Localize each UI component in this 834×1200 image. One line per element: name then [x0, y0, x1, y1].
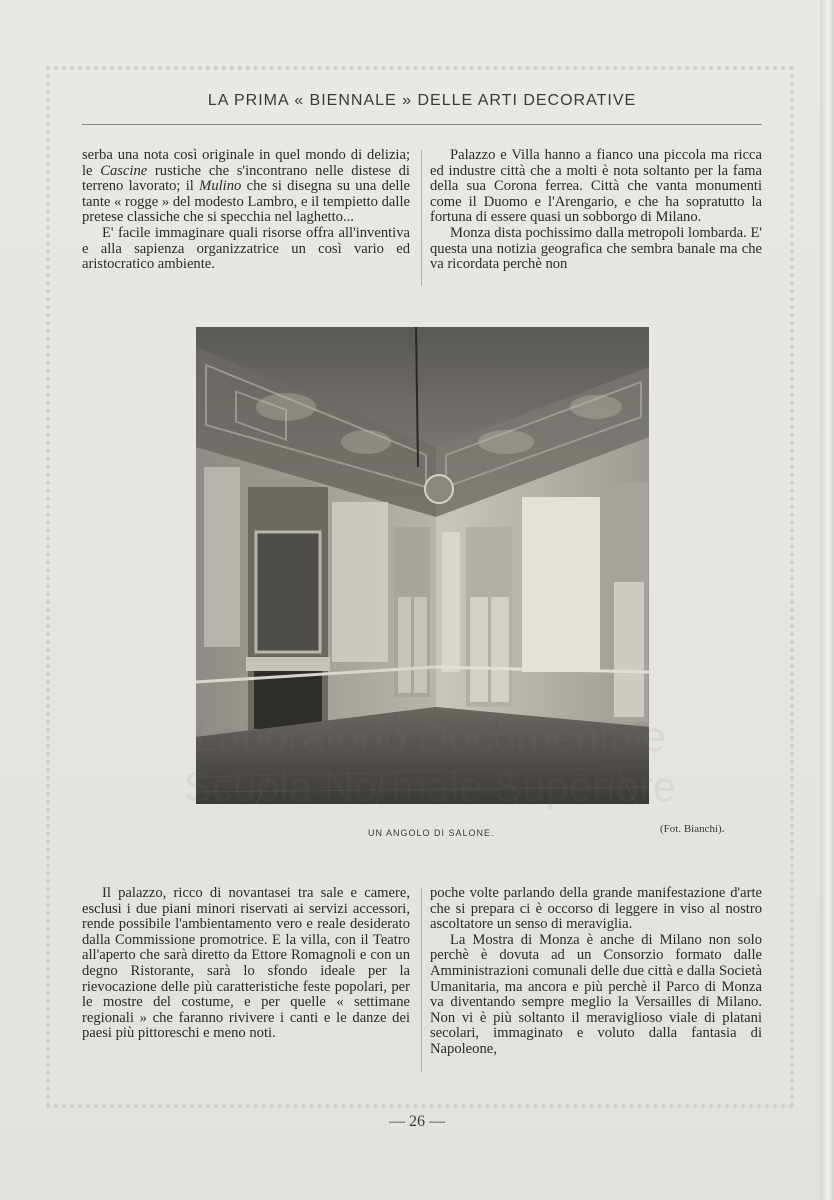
salon-photograph [196, 327, 649, 804]
italic-term-mulino: Mulino [199, 178, 242, 195]
top-left-paragraph-2: E' facile immaginare quali risorse offra all'inventiva e alla sapienza organizzatrice un così vario ed aristocratico ambiente. [82, 224, 410, 273]
text-line: serba una nota così originale in quel mondo [82, 147, 346, 163]
top-right-column [430, 148, 762, 273]
page-number: — 26 — [389, 1113, 445, 1130]
column-divider-bottom [421, 888, 422, 1072]
text-line: classiche che si specchia nel laghetto... [126, 209, 354, 226]
text-line: modesto Lambro, e il tempietto dalle pretese [82, 193, 410, 226]
bottom-right-column [430, 886, 762, 1058]
bottom-left-paragraph-1: Il palazzo, ricco di novantasei tra sale e camere, esclusi i due piani minori riservati ai servizi accessori, rende possibile l'ambientamento vero e reale desiderato dalla Commissione promotrice. E la villa, con il Teatro all'aperto che sarà diretto da Ettore Romagnoli e con un degno Ristorante, sarà lo sfondo ideale per la rievocazione delle più caratteristiche feste popolari, per le mostre del costume, e per quelle « settimane regionali » che faranno rivivere i canti e le danze dei paesi più pittoreschi e meno noti. [82, 885, 410, 1042]
header-rule [82, 124, 762, 125]
bottom-right-paragraph-2: La Mostra di Monza è anche di Milano non solo perchè è dovuta ad un Consorzio formato dalle Amministrazioni comunali delle due città e dalla Società Umanitaria, ma ancora e più perchè il Parco di Monza va diventando sempre meglio la Versailles di Milano. Non vi è più soltanto il meraviglioso viale di platani secolari, immaginato e voluto dalla fantasia di Napoleone, [430, 931, 762, 1057]
italic-term-cascine: Cascine [100, 162, 148, 179]
bottom-left-column [82, 886, 410, 1042]
text-line: nelle distese di terreno lavorato; il [82, 162, 410, 195]
running-head: LA PRIMA « BIENNALE » DELLE ARTI DECORATIVE [207, 92, 637, 109]
bottom-right-paragraph-1: poche volte parlando della grande manifestazione d'arte che si prepara ci è occorso di leggere in viso al nostro ascoltatore un senso di meraviglia. [430, 885, 762, 933]
top-right-paragraph-1: Palazzo e Villa hanno a fianco una piccola ma ricca ed industre città che a molti è nota soltanto per la fama della sua Corona ferrea. Città che vanta monumenti come il Duomo e l'Arengario, e che ha sopratutto la fortuna di essere quasi un sobborgo di Milano. [430, 147, 762, 226]
column-divider-top [421, 150, 422, 286]
text-line: che [241, 178, 267, 195]
text-line: di delizia; le [82, 147, 411, 179]
photo-credit: (Fot. Bianchi). [660, 823, 725, 835]
top-left-paragraph-1 [82, 148, 410, 226]
salon-interior-illustration [196, 327, 649, 804]
text-line: rustiche che s'incontrano [147, 162, 308, 179]
text-line: si disegna su una delle tante « rogge » del [82, 178, 410, 210]
page-edge [820, 0, 834, 1200]
top-right-paragraph-2: Monza dista pochissimo dalla metropoli lombarda. E' questa una notizia geografica che sembra banale ma che va ricordata perchè non [430, 224, 762, 273]
top-left-column [82, 148, 410, 273]
photo-caption: UN ANGOLO DI SALONE. [368, 828, 495, 838]
